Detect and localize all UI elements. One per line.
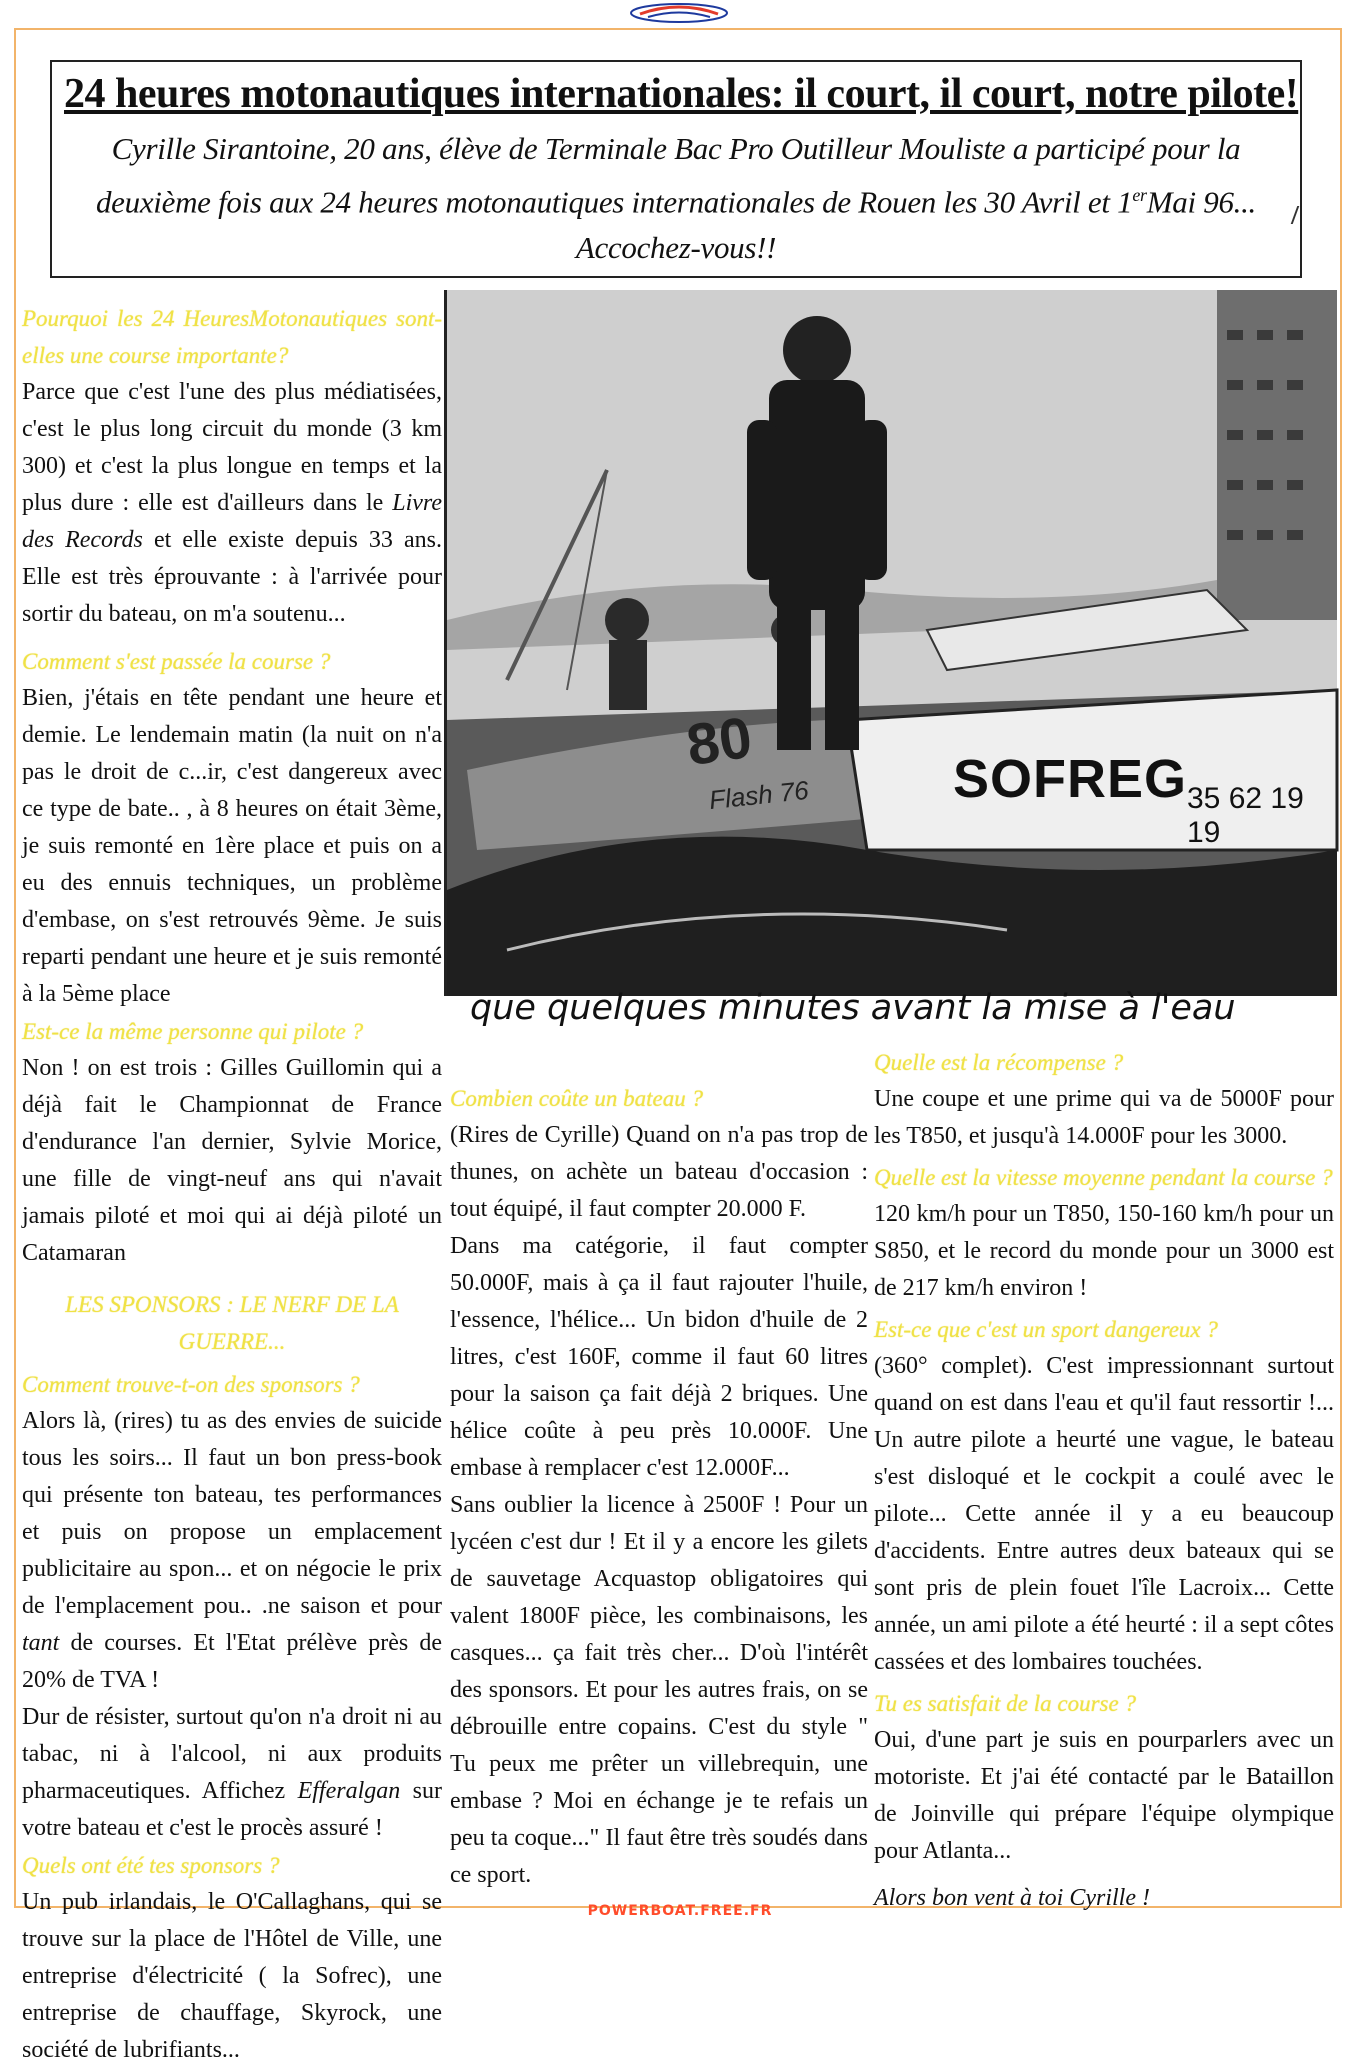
subhead-text-end: Mai 96... Accochez-vous!!: [575, 184, 1257, 266]
answer-text: de courses. Et l'Etat prélève près de 20% de TVA !: [22, 1630, 442, 1693]
answer-paragraph: [22, 374, 442, 633]
answer-italic: tant: [22, 1630, 60, 1656]
question-heading: Tu es satisfait de la course ?: [874, 1691, 1136, 1716]
phone-label: 35 62 19 19: [1187, 782, 1304, 849]
subhead-superscript: er: [1132, 185, 1147, 205]
answer-text: sur votre bateau et c'est le procès assuré !: [22, 1778, 442, 1841]
answer-italic: Livre des Records: [22, 490, 442, 553]
photo-scene-icon: [447, 290, 1337, 996]
left-column: [22, 300, 442, 2069]
answer-text: Parce que c'est l'une des plus médiatisées, c'est le plus long circuit du monde (3 km 300) et c'est la plus longue en temps et la plus dure : elle est d'ailleurs dans le: [22, 379, 442, 516]
boat-name-label: Flash 76: [707, 774, 810, 816]
answer-paragraph: Bien, j'étais en tête pendant une heure et demie. Le lendemain matin (la nuit on n'a pas le droit de c...ir, c'est dangereux avec ce type de bate.. , à 8 heures on était 3ème, je suis remonté en 1ère place et puis on a eu des ennuis techniques, un problème d'embase, on s'est retrouvés 9ème. Je suis reparti pendant une heure et je suis remonté à la 5ème place: [22, 685, 442, 1007]
answer-paragraph: 120 km/h pour un T850, 150-160 km/h pour un S850, et le record du monde pour un 3000 est de 217 km/h environ !: [874, 1201, 1334, 1301]
closing-line: Alors bon vent à toi Cyrille !: [874, 1885, 1150, 1911]
middle-column: [450, 1080, 868, 1894]
answer-text: Dur de résister, surtout qu'on n'a droit ni au tabac, ni à l'alcool, ni aux produits pharmaceutiques. Affichez: [22, 1704, 442, 1804]
powerboat-logo-icon: [628, 2, 730, 24]
question-heading: Comment s'est passée la course ?: [22, 649, 331, 674]
answer-paragraph: Oui, d'une part je suis en pourparlers avec un motoriste. Et j'ai été contacté par le Bataillon de Joinville qui prépare l'équipe olympique pour Atlanta...: [874, 1727, 1334, 1864]
answer-paragraph: Un pub irlandais, le O'Callaghans, qui se trouve sur la place de l'Hôtel de Ville, une entreprise d'électricité ( la Sofrec), une entreprise de chauffage, Skyrock, une société de lubrifiants...: [22, 1889, 442, 2063]
question-heading: Est-ce que c'est un sport dangereux ?: [874, 1317, 1218, 1342]
article-headline: 24 heures motonautiques internationales: il court, il court, notre pilote!: [64, 71, 1299, 117]
boat-number-label: 80: [682, 704, 756, 779]
question-heading: Pourquoi les 24 HeuresMotonautiques sont-elles une course importante?: [22, 306, 442, 368]
race-photo: [444, 290, 1334, 996]
answer-paragraph: (360° complet). C'est impressionnant surtout quand on est dans l'eau et qu'il faut ressortir !... Un autre pilote a heurté une vague, le bateau s'est disloqué et le cockpit a coulé avec le pilote... Cette année il y a eu beaucoup d'accidents. Entre autres deux bateaux qui se sont pris de plein fouet l'île Lacroix... Cette année, un ami pilote a été heurté : il a sept côtes cassées et des lombaires touchées.: [874, 1353, 1334, 1675]
question-heading: Quelle est la vitesse moyenne pendant la course ?: [874, 1165, 1333, 1190]
answer-text: et elle existe depuis 33 ans. Elle est très éprouvante : à l'arrivée pour sortir du bateau, on m'a soutenu...: [22, 527, 442, 627]
article-header: [50, 60, 1302, 278]
sponsor-label: SOFREG: [953, 749, 1188, 809]
photo-caption: que quelques minutes avant la mise à l'eau: [470, 988, 1236, 1028]
footer-site: POWERBOAT.FREE.FR: [587, 1903, 773, 1919]
answer-paragraph: (Rires de Cyrille) Quand on n'a pas trop de thunes, on achète un bateau d'occasion : tout équipé, il faut compter 20.000 F.: [450, 1122, 868, 1222]
question-heading: Quelle est la récompense ?: [874, 1050, 1124, 1075]
answer-paragraph: Une coupe et une prime qui va de 5000F pour les T850, et jusqu'à 14.000F pour les 3000.: [874, 1086, 1334, 1149]
question-heading: Comment trouve-t-on des sponsors ?: [22, 1372, 360, 1397]
answer-paragraph: Sans oublier la licence à 2500F ! Pour un lycéen c'est dur ! Et il y a encore les gilets de sauvetage Acquastop obligatoires qui valent 1800F pièce, les combinaisons, les casques... ça fait très cher... D'où l'intérêt des sponsors. Et pour les autres frais, on se débrouille entre copains. C'est du style " Tu peux me prêter un villebrequin, une embase ? Moi en échange je te refais un peu ta coque..." Il faut être très soudés dans ce sport.: [450, 1492, 868, 1888]
answer-paragraph: [22, 1699, 442, 1847]
answer-paragraph: [22, 1403, 442, 1699]
article-subhead: [64, 126, 1288, 271]
answer-paragraph: Dans ma catégorie, il faut compter 50.000F, mais à ça il faut rajouter l'huile, l'essence, l'hélice... Un bidon d'huile de 2 litres, c'est 160F, comme il faut 60 litres pour la saison ça fait déjà 2 briques. Une hélice coûte à peu près 10.000F. Une embase à remplacer c'est 12.000F...: [450, 1233, 868, 1481]
question-heading: Combien coûte un bateau ?: [450, 1086, 703, 1111]
answer-italic: Efferalgan: [297, 1778, 401, 1804]
section-title: LES SPONSORS : LE NERF DE LA GUERRE...: [65, 1292, 399, 1354]
question-heading: Est-ce la même personne qui pilote ?: [22, 1019, 364, 1044]
subhead-text: Cyrille Sirantoine, 20 ans, élève de Terminale Bac Pro Outilleur Mouliste a participé pour la deuxième fois aux 24 heures motonautiques internationales de Rouen les 30 Avril et 1: [95, 131, 1241, 220]
answer-text: Alors là, (rires) tu as des envies de suicide tous les soirs... Il faut un bon press-book qui présente ton bateau, tes performances et puis on propose un emplacement publicitaire au spon... et on négocie le prix de l'emplacement pou.. .ne saison et pour: [22, 1408, 442, 1619]
right-column: [874, 1044, 1334, 1917]
answer-paragraph: Non ! on est trois : Gilles Guillomin qui a déjà fait le Championnat de France d'endurance l'an dernier, Sylvie Morice, une fille de vingt-neuf ans qui n'avait jamais piloté et moi qui ai déjà piloté un Catamaran: [22, 1055, 442, 1266]
question-heading: Quels ont été tes sponsors ?: [22, 1853, 280, 1878]
